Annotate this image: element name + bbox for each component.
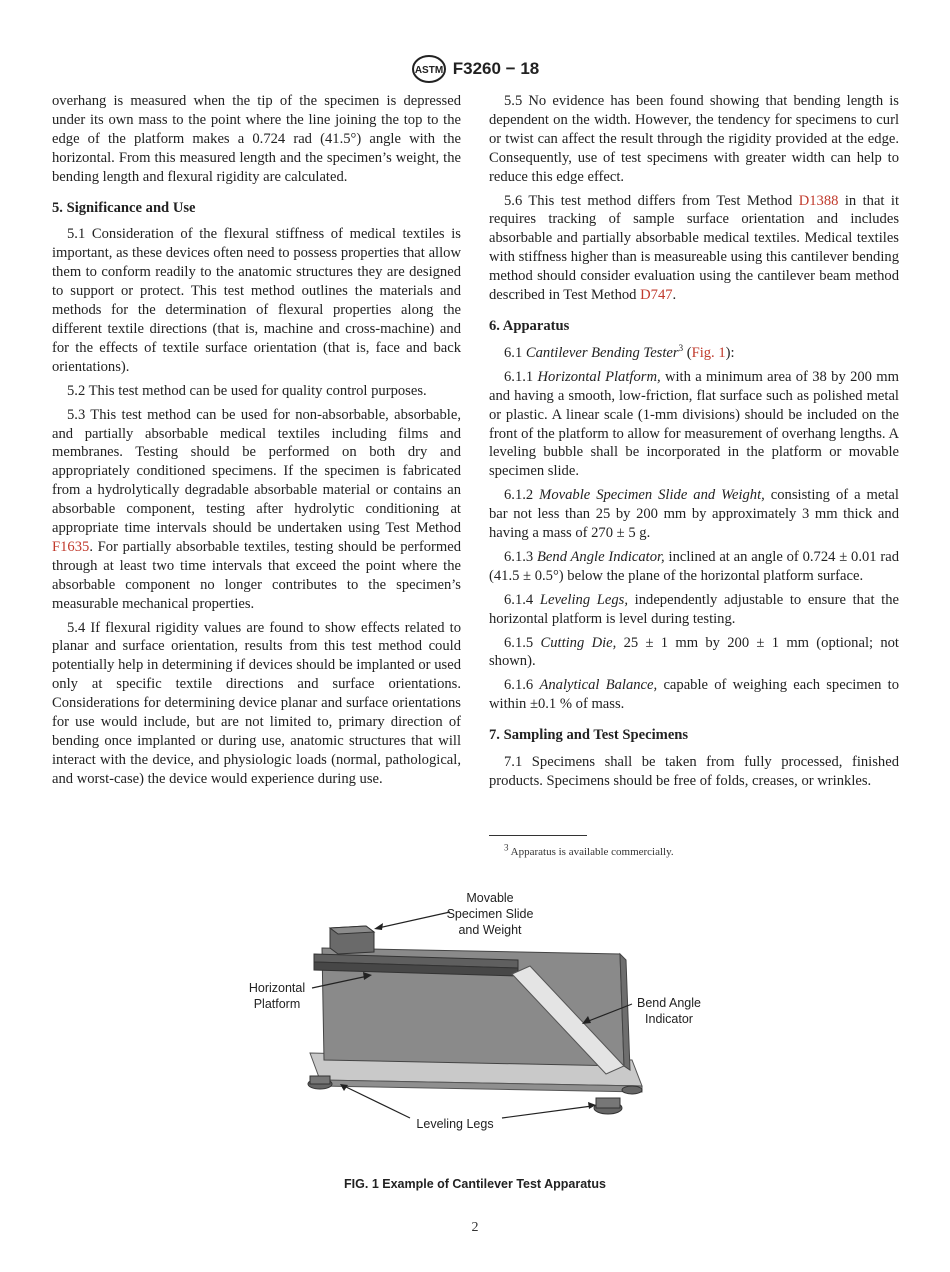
label-movable-slide: Movable Specimen Slide and Weight	[446, 891, 534, 937]
astm-logo-icon	[411, 54, 447, 84]
label-leveling-legs: Leveling Legs	[416, 1117, 494, 1131]
paragraph-6-1-3: 6.1.3 Bend Angle Indicator, inclined at an angle of 0.724 ± 0.01 rad (41.5 ± 0.5°) below the plane of the horizontal platform surface.	[489, 548, 900, 584]
paragraph-6-1-2: 6.1.2 Movable Specimen Slide and Weight, consisting of a metal bar not less than 25 by 200 mm by approximately 3 mm thick and having a mass of 270 ± 5 g.	[489, 487, 899, 542]
paragraph-5-4: 5.4 If flexural rigidity values are found to show effects related to planar and surface orientation, results from this test method could potentially help in determining if devices should be implanted or used only at specific textile directions and surface orientations. Considerations for determining device planar and surface orientations for use would include, but are not limited to, primary direction of bending once implanted or during use, anatomic structures that will interact with the device, and physiologic loads (normal, pathological, and worst-case) the device would experience during use.	[52, 619, 461, 787]
paragraph-5-3: 5.3 This test method can be used for non-absorbable, absorbable, and partially absorbable medical textiles including films and membranes. Testing should be performed on both dry and appropriately conditioned specimens. If the specimen is fabricated from a hydrolytically degradable absorbable material or contains an absorbable component, testing after hydrolytic conditioning at appropriate time intervals should be undertaken using Test Method F1635. For partially absorbable textiles, testing should be performed through at least two time intervals that exceed the point where the absorbable component no longer contributes to the specimen’s measurable mechanical properties.	[52, 406, 461, 612]
paragraph-6-1-6: 6.1.6 Analytical Balance, capable of weighing each specimen to within ±0.1 % of mass.	[489, 677, 899, 713]
paragraph-6-1-4: 6.1.4 Leveling Legs, independently adjustable to ensure that the horizontal platform is level during testing.	[489, 591, 899, 627]
paragraph-5-6: 5.6 This test method differs from Test Method D1388 in that it requires tracking of sample surface orientation and includes absorbable and partially absorbable medical textiles. Medical textiles with stiffness higher than is measureable using this cantilever bending method should consider evaluation using the cantilever beam method described in Test Method D747.	[489, 192, 899, 304]
right-column	[489, 92, 899, 796]
paragraph-6-1-5: 6.1.5 Cutting Die, 25 ± 1 mm by 200 ± 1 mm (optional; not shown).	[489, 634, 899, 670]
ref-d747-link[interactable]: D747	[640, 287, 673, 304]
footnote: $^3$ Apparatus is available commercially.	[504, 842, 674, 858]
ref-d1388-link[interactable]: D1388	[798, 192, 839, 209]
label-bend-angle-indicator: Bend Angle Indicator	[637, 996, 701, 1026]
astm-logo-text: ASTM	[414, 65, 443, 76]
paragraph-5-2: 5.2 This test method can be used for quality control purposes.	[67, 382, 427, 399]
figure-caption: FIG. 1 Example of Cantilever Test Apparatus	[344, 1177, 606, 1191]
paragraph-5-5: 5.5 No evidence has been found showing that bending length is dependent on the width. However, the tendency for specimens to curl or twist can affect the result through the rigidity provided at the edge. Consequently, use of test specimens with greater width can help to reduce this edge effect.	[489, 93, 899, 185]
section-6-title: 6. Apparatus	[489, 317, 570, 334]
label-horizontal-platform: Horizontal Platform	[248, 981, 306, 1011]
ref-fig-1-link[interactable]: Fig. 1	[691, 344, 726, 361]
page-number: 2	[471, 1220, 479, 1235]
paragraph-5-1: 5.1 Consideration of the flexural stiffness of medical textiles is important, as these devices often need to possess properties that allow them to conform readily to the anatomic structures they are designed to support or protect. This test method outlines the materials and methods for the determination of flexural properties along the different textile directions (that is, machine and cross-machine) and for the effects of textile surface orientation (that is, face and back orientations).	[52, 226, 461, 375]
footnote-rule	[489, 835, 587, 836]
figure-apparatus	[240, 890, 710, 1140]
paragraph-6-1: 6.1 Cantilever Bending Tester$^3$ (Fig. 1):	[504, 343, 735, 361]
section-5-title: 5. Significance and Use	[52, 199, 196, 216]
left-column	[52, 92, 461, 794]
page-header	[0, 54, 950, 84]
paragraph-7-1: 7.1 Specimens shall be taken from fully processed, finished products. Specimens should be free of folds, creases, or wrinkles.	[489, 754, 899, 789]
section-7-title: 7. Sampling and Test Specimens	[489, 727, 689, 744]
paragraph-6-1-1: 6.1.1 Horizontal Platform, with a minimum area of 38 by 200 mm and having a smooth, low-friction, flat surface such as polished metal or plastic. A linear scale (1-mm divisions) should be included on the front of the platform to allow for measurement of overhang lengths. A leveling bubble shall be incorporated in the platform or movable specimen slide.	[489, 368, 899, 480]
ref-f1635-link[interactable]: F1635	[52, 538, 90, 555]
paragraph-intro: overhang is measured when the tip of the specimen is depressed under its own mass to the point where the line joining the top to the edge of the platform makes a 0.724 rad (41.5°) angle with the horizontal. From this measured length and the specimen’s weight, the bending length and flexural rigidity are calculated.	[52, 93, 461, 185]
document-id: F3260 − 18	[452, 59, 540, 78]
